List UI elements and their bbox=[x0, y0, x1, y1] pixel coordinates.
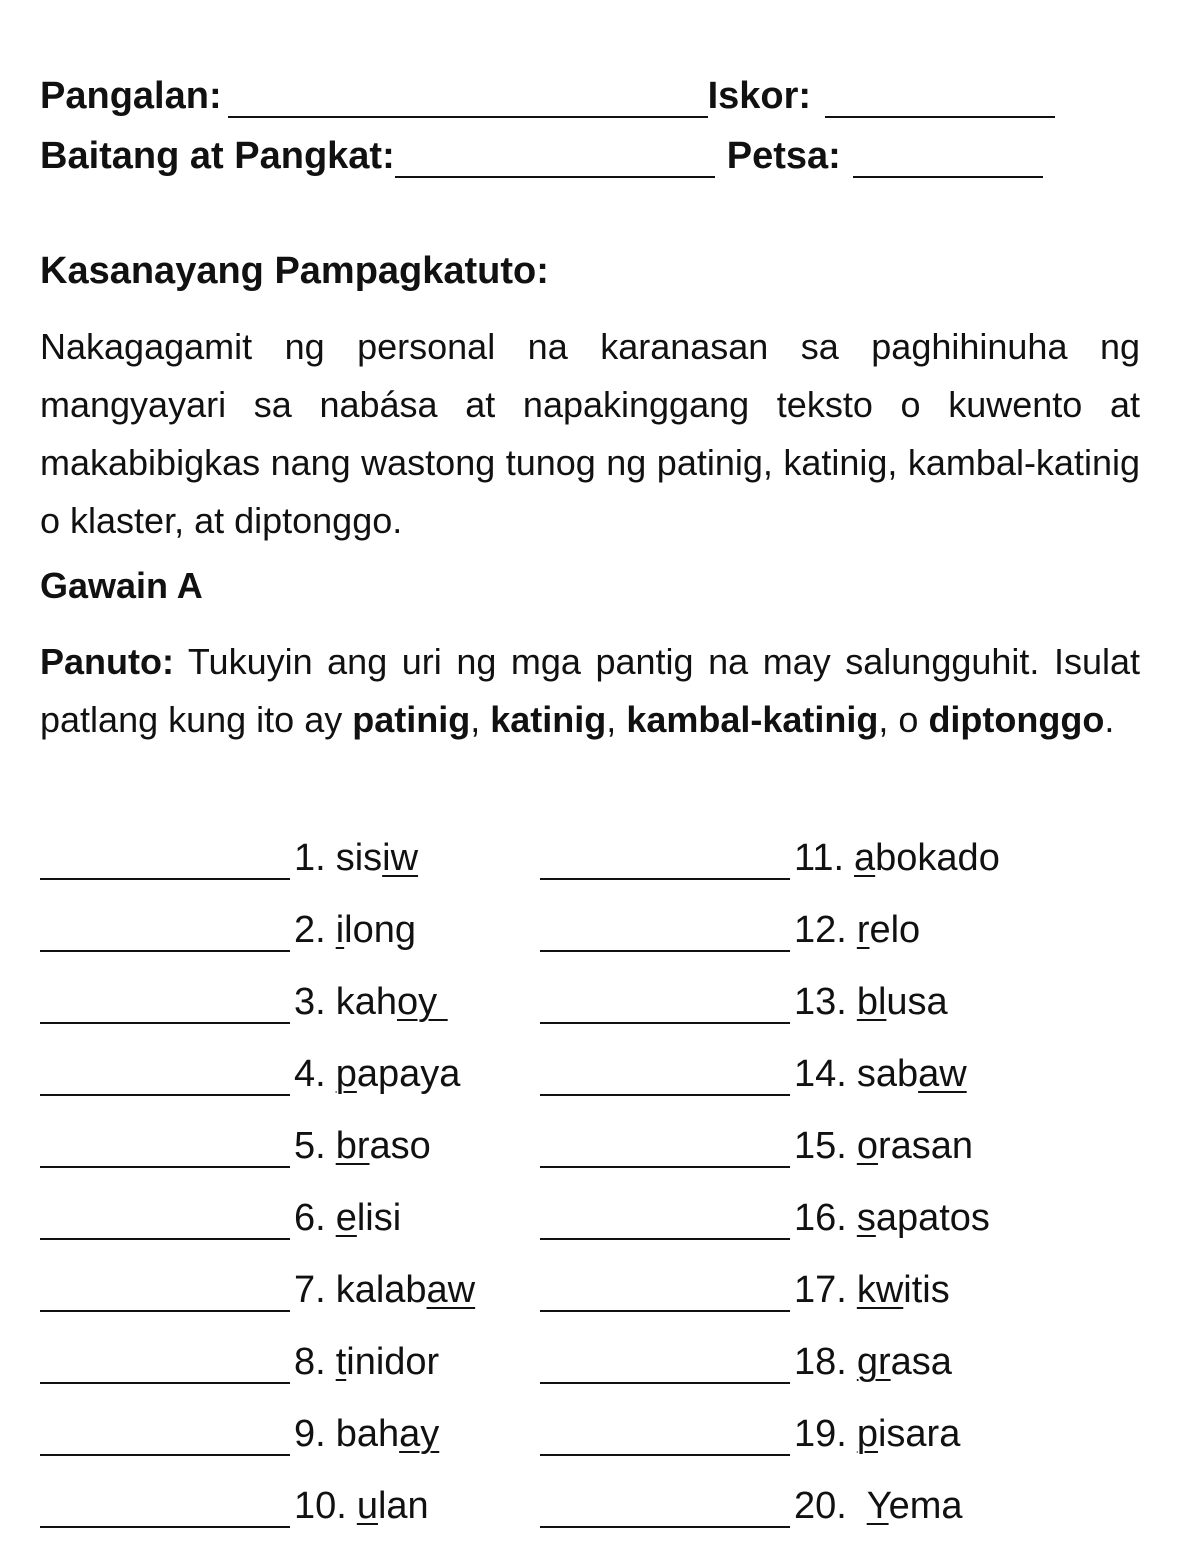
answer-blank[interactable] bbox=[40, 1342, 290, 1384]
exercise-item bbox=[540, 1240, 1000, 1312]
panuto-instructions bbox=[40, 633, 1140, 749]
item-number: 2. bbox=[294, 909, 326, 951]
word-prefix: kalab bbox=[335, 1269, 427, 1311]
gawain-title: Gawain A bbox=[40, 565, 203, 606]
answer-blank[interactable] bbox=[40, 1126, 290, 1168]
item-number: 17. bbox=[794, 1269, 847, 1311]
answer-blank[interactable] bbox=[540, 1126, 790, 1168]
item-number: 13. bbox=[794, 981, 847, 1023]
exercise-item bbox=[540, 1168, 1000, 1240]
items-right-column bbox=[540, 808, 1000, 1528]
underlined-syllable: gr bbox=[856, 1341, 891, 1383]
items-left-column bbox=[40, 808, 475, 1528]
exercise-item bbox=[540, 880, 1000, 952]
item-word bbox=[336, 1413, 440, 1456]
term-katinig: katinig bbox=[490, 699, 607, 740]
underlined-syllable: oy bbox=[396, 981, 448, 1023]
item-number: 3. bbox=[294, 981, 326, 1023]
item-word bbox=[857, 909, 920, 952]
exercise-item bbox=[40, 1168, 475, 1240]
score-label: Iskor: bbox=[707, 75, 812, 117]
period: . bbox=[1104, 699, 1115, 740]
item-number: 15. bbox=[794, 1125, 847, 1167]
grade-row bbox=[40, 135, 1043, 178]
item-number: 16. bbox=[794, 1197, 847, 1239]
item-number: 9. bbox=[294, 1413, 326, 1455]
underlined-syllable: u bbox=[356, 1485, 378, 1527]
grade-label: Baitang at Pangkat: bbox=[40, 135, 395, 177]
item-number: 5. bbox=[294, 1125, 326, 1167]
item-word bbox=[336, 1197, 401, 1240]
answer-blank[interactable] bbox=[540, 1342, 790, 1384]
item-number: 19. bbox=[794, 1413, 847, 1455]
item-word bbox=[336, 1053, 461, 1096]
item-number: 6. bbox=[294, 1197, 326, 1239]
item-word bbox=[336, 837, 418, 880]
word-suffix: long bbox=[344, 909, 416, 951]
item-word bbox=[857, 981, 948, 1024]
underlined-syllable: ay bbox=[399, 1413, 440, 1455]
underlined-syllable: Y bbox=[866, 1485, 889, 1527]
answer-blank[interactable] bbox=[40, 838, 290, 880]
exercise-item bbox=[40, 1024, 475, 1096]
item-word bbox=[357, 1485, 429, 1528]
answer-blank[interactable] bbox=[40, 1270, 290, 1312]
separator: , bbox=[470, 699, 481, 740]
exercise-item bbox=[540, 1456, 1000, 1528]
name-label: Pangalan: bbox=[40, 75, 222, 117]
item-number: 12. bbox=[794, 909, 847, 951]
item-word bbox=[857, 1125, 973, 1168]
exercise-item bbox=[540, 1312, 1000, 1384]
term-diptonggo: diptonggo bbox=[928, 699, 1105, 740]
word-suffix: lan bbox=[377, 1485, 429, 1527]
item-number: 7. bbox=[294, 1269, 326, 1311]
separator: , o bbox=[878, 699, 919, 740]
answer-blank[interactable] bbox=[540, 1054, 790, 1096]
item-word bbox=[857, 1053, 967, 1096]
answer-blank[interactable] bbox=[40, 982, 290, 1024]
answer-blank[interactable] bbox=[40, 1486, 290, 1528]
term-kambal-katinig: kambal-katinig bbox=[626, 699, 879, 740]
underlined-syllable: i bbox=[335, 909, 345, 951]
item-number: 4. bbox=[294, 1053, 326, 1095]
underlined-syllable: aw bbox=[918, 1053, 967, 1095]
date-blank[interactable] bbox=[853, 144, 1043, 178]
name-blank[interactable] bbox=[228, 84, 708, 118]
underlined-syllable: kw bbox=[856, 1269, 904, 1311]
item-number: 20. bbox=[794, 1485, 847, 1527]
exercise-item bbox=[540, 952, 1000, 1024]
exercise-item bbox=[540, 808, 1000, 880]
word-suffix: aso bbox=[369, 1125, 431, 1167]
item-word bbox=[336, 1269, 475, 1312]
exercise-item bbox=[40, 1240, 475, 1312]
underlined-syllable: p bbox=[335, 1053, 357, 1095]
answer-blank[interactable] bbox=[40, 1198, 290, 1240]
word-suffix: usa bbox=[886, 981, 948, 1023]
exercise-item bbox=[540, 1096, 1000, 1168]
answer-blank[interactable] bbox=[540, 982, 790, 1024]
answer-blank[interactable] bbox=[40, 1054, 290, 1096]
answer-blank[interactable] bbox=[540, 1198, 790, 1240]
item-word bbox=[336, 1341, 440, 1384]
exercise-item bbox=[540, 1024, 1000, 1096]
answer-blank[interactable] bbox=[540, 1486, 790, 1528]
exercise-item bbox=[40, 880, 475, 952]
word-suffix: rasan bbox=[877, 1125, 974, 1167]
exercise-item bbox=[40, 1384, 475, 1456]
item-number: 14. bbox=[794, 1053, 847, 1095]
exercise-item bbox=[40, 952, 475, 1024]
underlined-syllable: p bbox=[856, 1413, 878, 1455]
panuto-text: Tukuyin ang uri ng mga pantig na may salungguhit. Isulat patlang kung ito ay bbox=[40, 641, 1140, 740]
grade-blank[interactable] bbox=[395, 144, 715, 178]
underlined-syllable: iw bbox=[382, 837, 419, 879]
answer-blank[interactable] bbox=[40, 910, 290, 952]
underlined-syllable: bl bbox=[856, 981, 887, 1023]
exercise-item bbox=[40, 808, 475, 880]
item-number: 8. bbox=[294, 1341, 326, 1383]
word-prefix: bah bbox=[335, 1413, 400, 1455]
word-suffix: inidor bbox=[346, 1341, 440, 1383]
item-word bbox=[336, 981, 448, 1024]
answer-blank[interactable] bbox=[540, 1270, 790, 1312]
item-word bbox=[854, 837, 1000, 880]
underlined-syllable: s bbox=[856, 1197, 876, 1239]
underlined-syllable: o bbox=[856, 1125, 878, 1167]
word-suffix: asa bbox=[890, 1341, 952, 1383]
underlined-syllable: t bbox=[335, 1341, 347, 1383]
separator: , bbox=[606, 699, 617, 740]
word-prefix: kah bbox=[335, 981, 397, 1023]
item-word bbox=[336, 909, 416, 952]
underlined-syllable: e bbox=[335, 1197, 357, 1239]
item-number: 11. bbox=[794, 837, 845, 879]
exercise-item bbox=[40, 1312, 475, 1384]
word-suffix: lisi bbox=[356, 1197, 402, 1239]
item-word bbox=[857, 1341, 952, 1384]
answer-blank[interactable] bbox=[40, 1414, 290, 1456]
word-prefix: sis bbox=[335, 837, 383, 879]
underlined-syllable: r bbox=[856, 909, 870, 951]
date-label: Petsa: bbox=[726, 135, 841, 177]
item-word bbox=[857, 1413, 961, 1456]
name-row bbox=[40, 75, 1055, 118]
word-suffix: itis bbox=[903, 1269, 950, 1311]
answer-blank[interactable] bbox=[540, 1414, 790, 1456]
word-suffix: bokado bbox=[875, 837, 1000, 879]
item-number: 1. bbox=[294, 837, 326, 879]
item-word bbox=[336, 1125, 431, 1168]
word-suffix: apatos bbox=[875, 1197, 990, 1239]
word-suffix: ema bbox=[888, 1485, 963, 1527]
underlined-syllable: a bbox=[854, 837, 876, 879]
item-word bbox=[857, 1485, 963, 1528]
panuto-label: Panuto: bbox=[40, 641, 174, 682]
item-number: 10. bbox=[294, 1485, 347, 1527]
kasanayan-body: Nakagagamit ng personal na karanasan sa paghihinuha ng mangyayari sa nabása at napakinggang teksto o kuwento at makabibigkas nang wastong tunog ng patinig, katinig, kambal-katinig o klaster, at diptonggo. bbox=[40, 326, 1140, 541]
item-word bbox=[857, 1269, 950, 1312]
kasanayan-title: Kasanayang Pampagkatuto: bbox=[40, 250, 549, 292]
exercise-item bbox=[540, 1384, 1000, 1456]
underlined-syllable: br bbox=[335, 1125, 370, 1167]
score-blank[interactable] bbox=[825, 84, 1055, 118]
answer-blank[interactable] bbox=[540, 910, 790, 952]
exercise-item bbox=[40, 1096, 475, 1168]
word-suffix: isara bbox=[877, 1413, 961, 1455]
item-number: 18. bbox=[794, 1341, 847, 1383]
exercise-item bbox=[40, 1456, 475, 1528]
term-patinig: patinig bbox=[352, 699, 471, 740]
answer-blank[interactable] bbox=[540, 838, 790, 880]
word-suffix: apaya bbox=[356, 1053, 461, 1095]
word-suffix: elo bbox=[869, 909, 921, 951]
word-prefix bbox=[857, 1485, 867, 1527]
word-prefix: sab bbox=[856, 1053, 919, 1095]
underlined-syllable: aw bbox=[426, 1269, 476, 1311]
item-word bbox=[857, 1197, 990, 1240]
